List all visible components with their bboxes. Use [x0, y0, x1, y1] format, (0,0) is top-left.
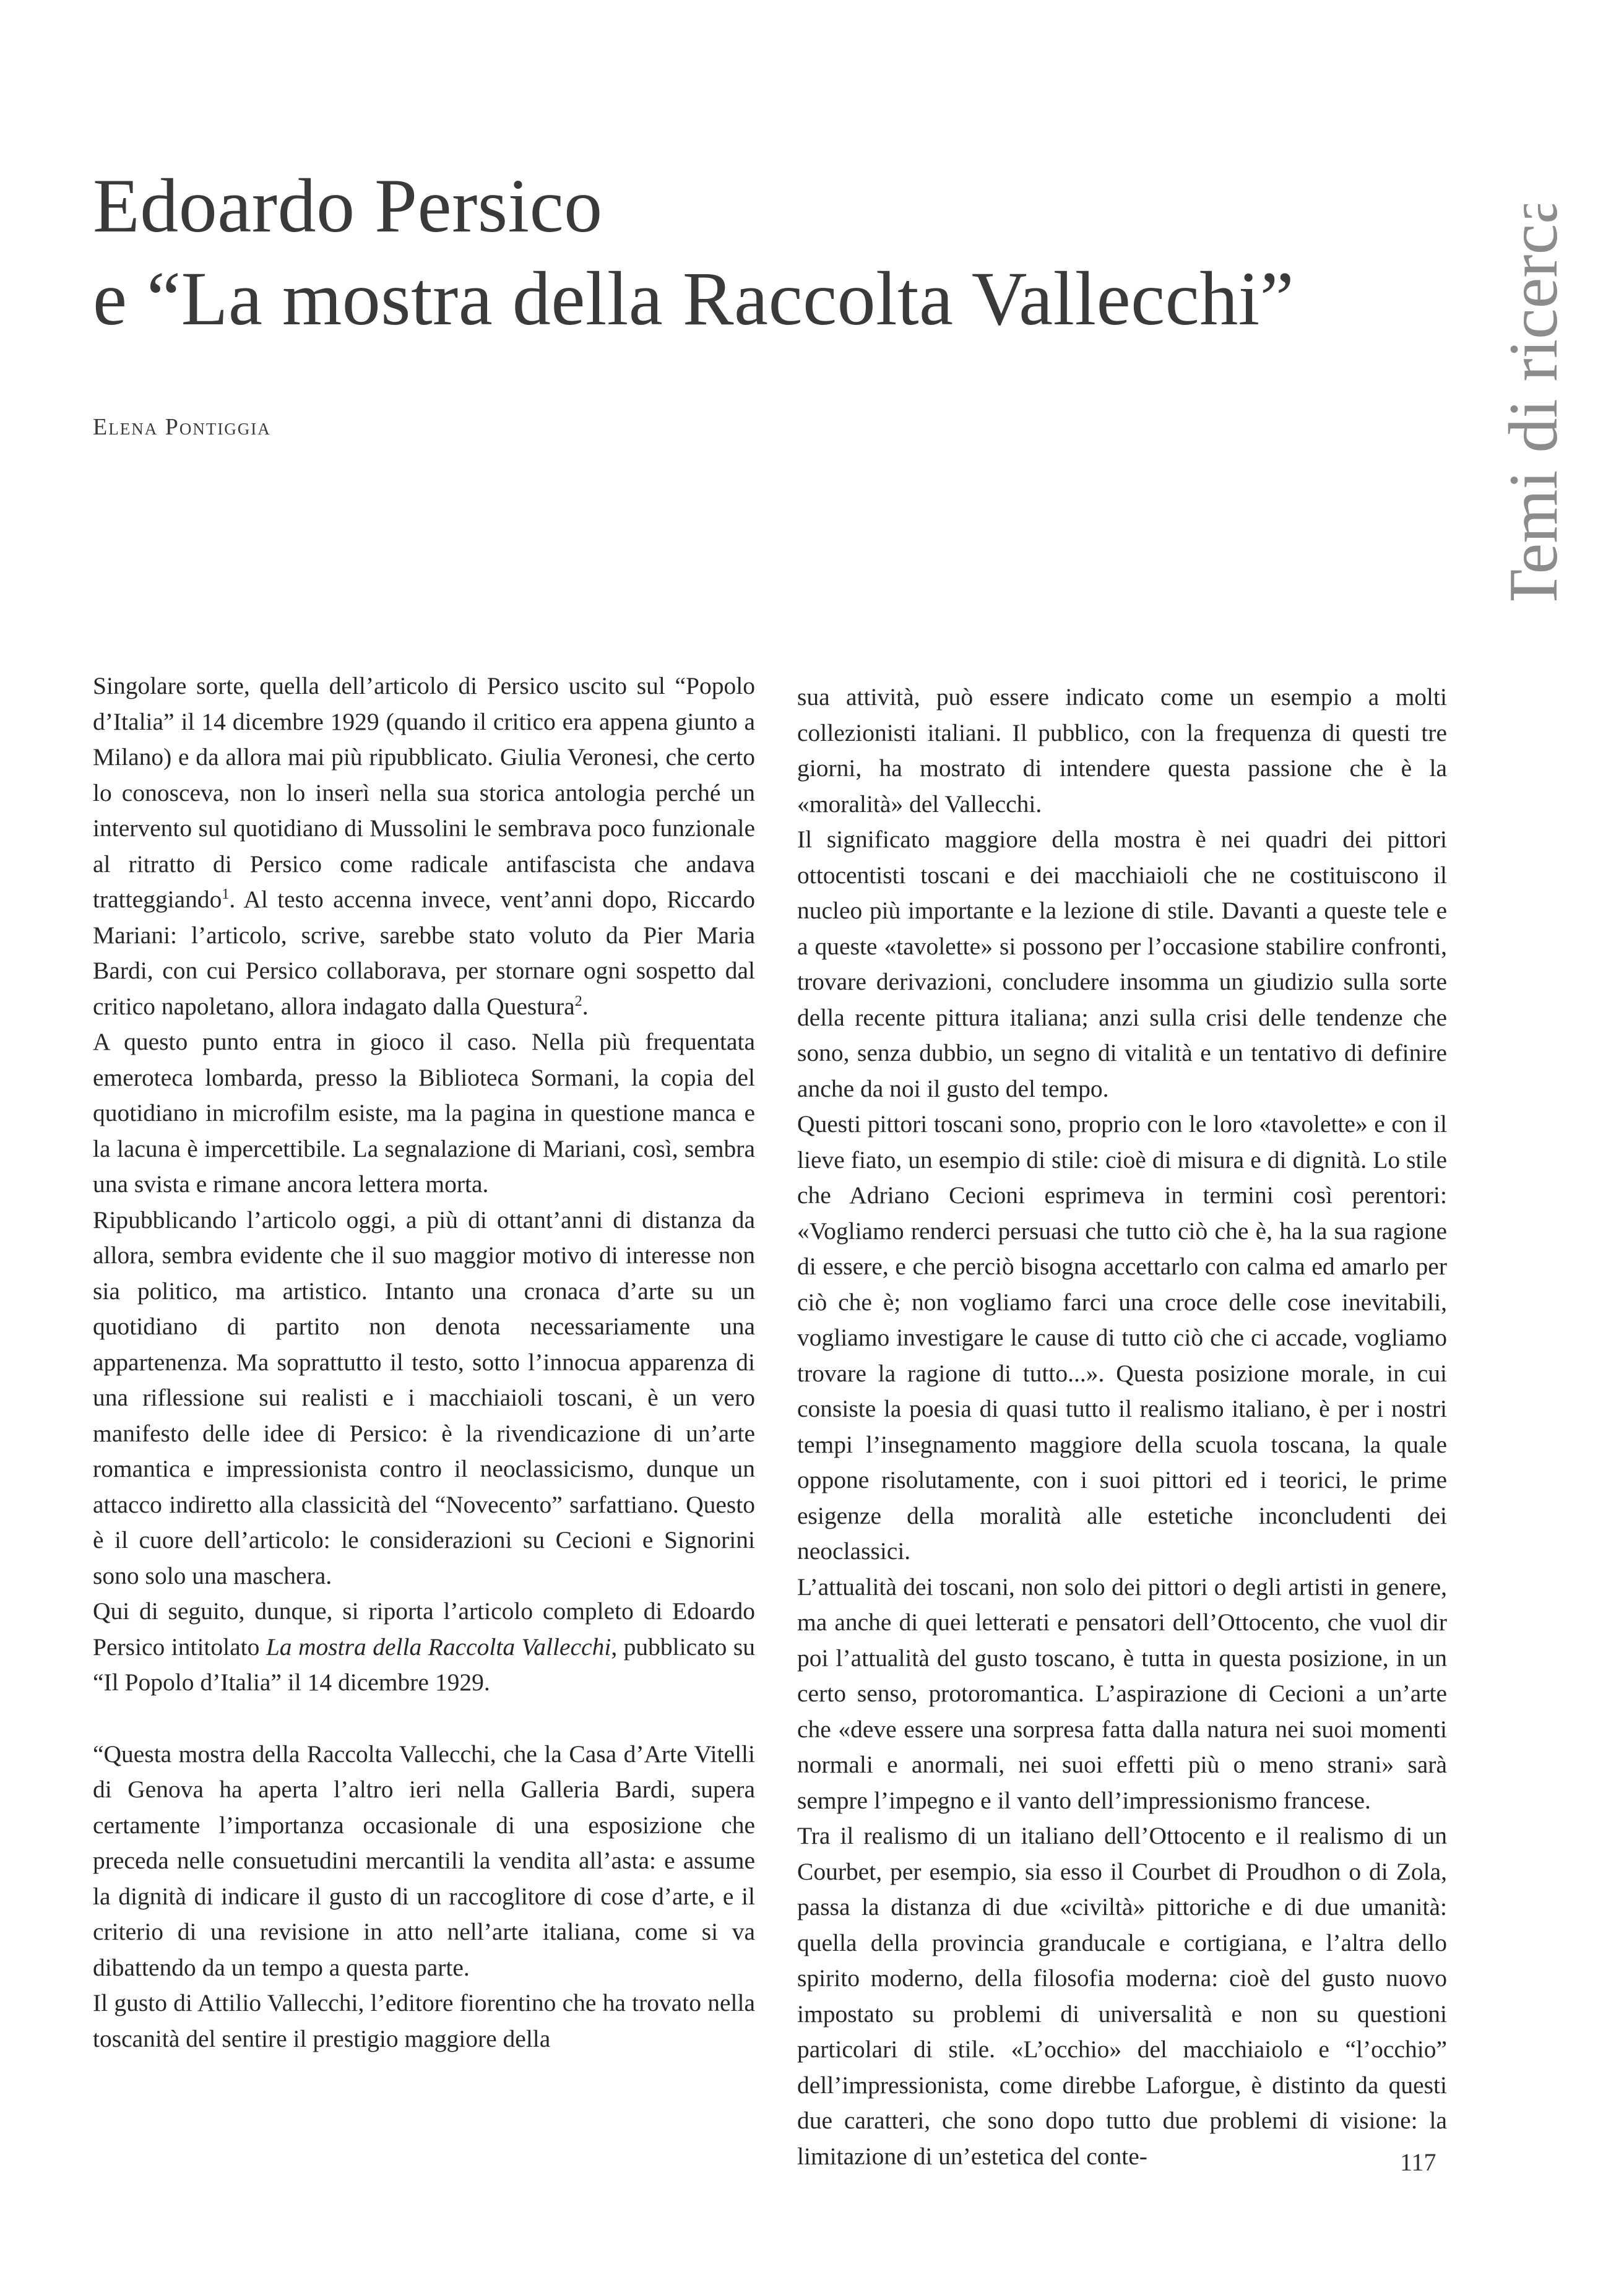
- quoted-paragraph: sua attività, può essere indicato come un esempio a molti collezionisti italiani. Il pubblico, con la frequenza di questi tre giorni, ha mostrato di intendere questa passione che è la «moralità» del Vallecchi.: [797, 683, 1447, 818]
- footnote-ref[interactable]: 2: [574, 993, 582, 1009]
- text-run: Singolare sorte, quella dell’articolo di Persico uscito sul “Popolo d’Italia” il 14 dicembre 1929 (quando il critico era appena giunto a Milano) e da allora mai più ripubblicato. Giulia Veronesi, che certo lo conosceva, non lo inserì nella sua storica antologia perché un intervento sul quotidiano di Mussolini le sembrava poco funzionale al ritratto di Persico come radicale antifascista che andava tratteggiando: [93, 672, 755, 913]
- right-column: [797, 680, 1447, 2174]
- paragraph: [93, 1594, 755, 1701]
- text-run: . Al testo accenna invece, vent’anni dopo, Riccardo Mariani: l’articolo, scrive, sarebbe stato voluto da Pier Maria Bardi, con cui Persico collaborava, per stornare ogni sospetto dal critico napoletano, allora indagato dalla Questura: [93, 886, 755, 1020]
- text-run: , pubblicato su “Il Popolo d’Italia” il 14 dicembre 1929.: [93, 1633, 755, 1696]
- section-label: [1485, 204, 1584, 600]
- paragraph: A questo punto entra in gioco il caso. Nella più frequentata emeroteca lombarda, presso la Biblioteca Sormani, la copia del quotidiano in microfilm esiste, ma la pagina in questione manca e la lacuna è impercettibile. La segnalazione di Mariani, così, sembra una svista e rimane ancora lettera morta.: [93, 1028, 755, 1198]
- left-column: [93, 668, 755, 2057]
- title-line-1: Edoardo Persico: [93, 163, 603, 248]
- quoted-paragraph: “Questa mostra della Raccolta Vallecchi, che la Casa d’Arte Vitelli di Genova ha aperta l’altro ieri nella Galleria Bardi, supera certamente l’importanza occasionale di una esposizione che preceda nelle consuetudini mercantili la vendita all’asta: e assume la dignità di indicare il gusto di un raccoglitore di cose d’arte, e il criterio di una revisione in atto nell’arte italiana, come si va dibattendo da un tempo a questa parte.: [93, 1740, 755, 1981]
- section-label-graphic: [1485, 204, 1584, 600]
- title-line-2: e “La mostra della Raccolta Vallecchi”: [93, 256, 1295, 341]
- paragraph: [93, 668, 755, 1024]
- text-run: Qui di seguito, dunque, si riporta l’articolo completo di Edoardo Persico intitolato: [93, 1597, 755, 1661]
- quoted-paragraph: L’attualità dei toscani, non solo dei pittori o degli artisti in genere, ma anche di quei letterati e pensatori dell’Ottocento, che vuol dir poi l’attualità del gusto toscano, è tutta in questa posizione, in un certo senso, protoromantica. L’aspirazione di Cecioni a un’arte che «deve essere una sorpresa fatta dalla natura nei suoi momenti normali e anormali, nei suoi effetti più o meno strani» sarà sempre l’impegno e il vanto dell’impressionismo francese.: [797, 1573, 1447, 1814]
- page-number: 117: [1400, 2148, 1436, 2176]
- article-title: [93, 160, 1423, 345]
- author-name: Elena Pontiggia: [93, 414, 271, 440]
- text-run: .: [582, 992, 589, 1020]
- quoted-paragraph: Questi pittori toscani sono, proprio con le loro «tavolette» e con il lieve fiato, un esempio di stile: cioè di misura e di dignità. Lo stile che Adriano Cecioni esprimeva in termini così perentori: «Vogliamo renderci persuasi che tutto ciò che è, ha la sua ragione di essere, e che perciò bisogna accettarlo con calma ed amarlo per ciò che è; non vogliamo farci una croce delle cose inevitabili, vogliamo investigare le cause di tutto ciò che ci accade, vogliamo trovare la ragione di tutto...». Questa posizione morale, in cui consiste la poesia di quasi tutto il realismo italiano, è per i nostri tempi l’insegnamento maggiore della scuola toscana, la quale oppone risolutamente, con i suoi pittori ed i teorici, le prime esigenze della moralità alle estetiche inconcludenti dei neoclassici.: [797, 1110, 1447, 1565]
- paragraph: Ripubblicando l’articolo oggi, a più di ottant’anni di distanza da allora, sembra evidente che il suo maggior motivo di interesse non sia politico, ma artistico. Intanto una cronaca d’arte su un quotidiano di partito non denota necessariamente una appartenenza. Ma soprattutto il testo, sotto l’innocua apparenza di una riflessione sui realisti e i macchiaioli toscani, è un vero manifesto delle idee di Persico: è la rivendicazione di un’arte romantica e impressionista contro il neoclassicismo, dunque un attacco indiretto alla classicità del “Novecento” sarfattiano. Questo è il cuore dell’articolo: le considerazioni su Cecioni e Signorini sono solo una maschera.: [93, 1206, 755, 1589]
- quoted-paragraph: Tra il realismo di un italiano dell’Ottocento e il realismo di un Courbet, per esempio, sia esso il Courbet di Proudhon o di Zola, passa la distanza di due «civiltà» pittoriche e di due umanità: quella della provincia granducale e cortigiana, e l’altra dello spirito moderno, della filosofia moderna: cioè del gusto nuovo impostato su problemi di universalità e non su questioni particolari di stile. «L’occhio» del macchiaiolo e “l’occhio” dell’impressionista, come direbbe Laforgue, è distinto da questi due caratteri, che sono dopo tutto due problemi di visione: la limitazione di un’estetica del conte-: [797, 1822, 1447, 2170]
- article-title-italic: La mostra della Raccolta Vallecchi: [266, 1633, 611, 1661]
- quoted-paragraph: Il gusto di Attilio Vallecchi, l’editore fiorentino che ha trovato nella toscanità del sentire il prestigio maggiore della: [93, 1989, 755, 2052]
- footnote-ref[interactable]: 1: [222, 886, 230, 902]
- section-label-text: Temi di ricerca: [1495, 204, 1572, 600]
- quoted-paragraph: Il significato maggiore della mostra è nei quadri dei pittori ottocentisti toscani e dei macchiaioli che ne costituiscono il nucleo più importante e la lezione di stile. Davanti a queste tele e a queste «tavolette» si possono per l’occasione stabilire confronti, trovare derivazioni, concludere insomma un giudizio sulla sorte della recente pittura italiana; anzi sulla crisi delle tendenze che sono, senza dubbio, un segno di vitalità e un tentativo di definire anche da noi il gusto del tempo.: [797, 826, 1447, 1102]
